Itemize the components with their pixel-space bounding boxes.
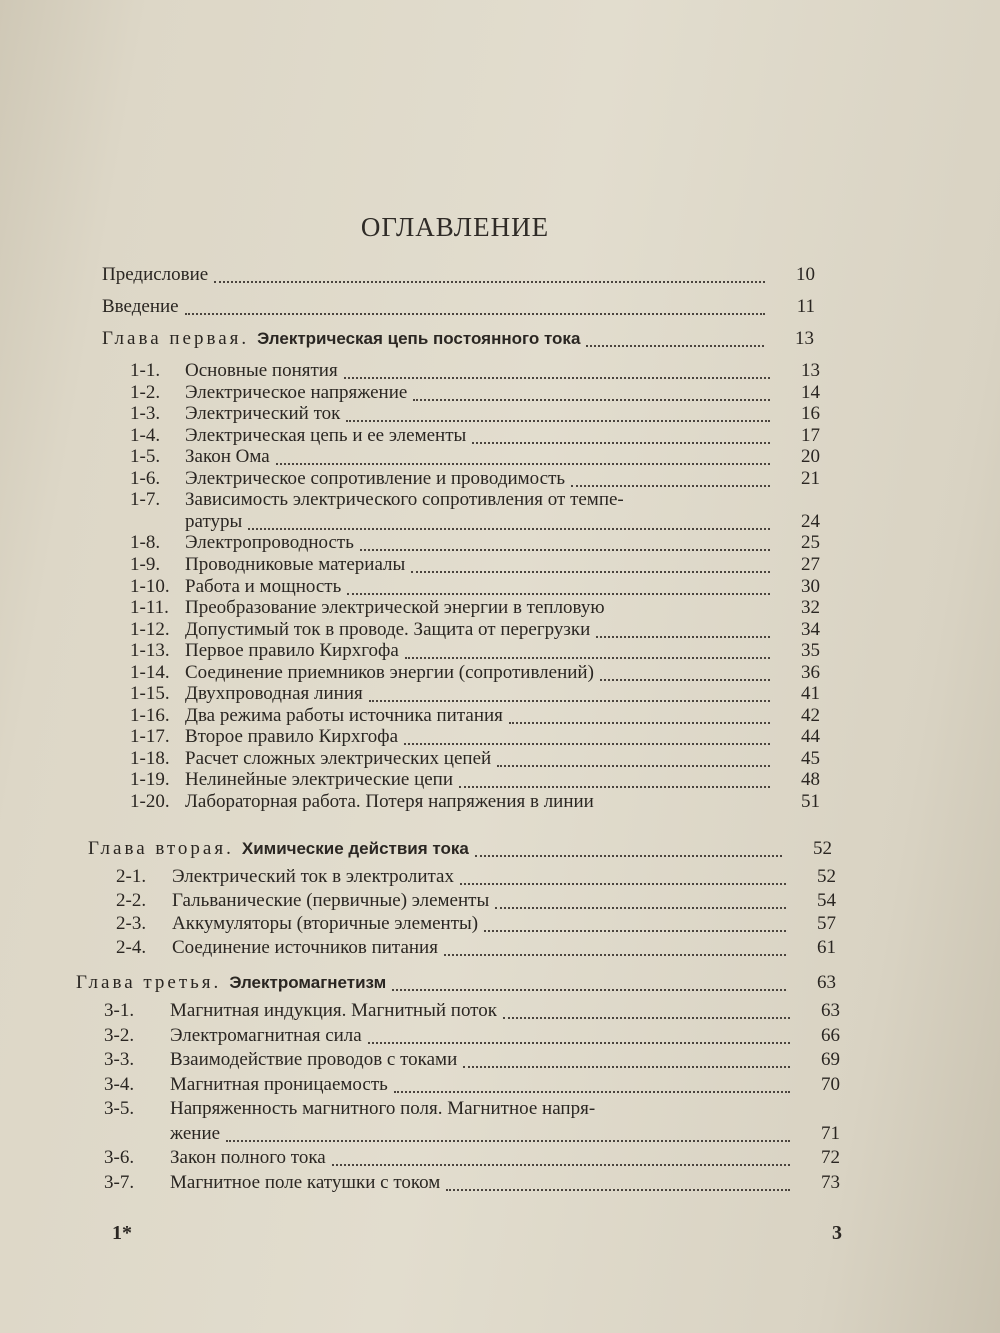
leader-dots bbox=[472, 436, 770, 444]
section-title: Расчет сложных электрических цепей bbox=[185, 747, 492, 769]
section-page: 41 bbox=[801, 683, 820, 705]
leader-dots bbox=[460, 877, 786, 885]
chapter-name: Химические действия тока bbox=[241, 839, 469, 858]
section-number: 1-1. bbox=[130, 360, 161, 381]
section-page: 25 bbox=[801, 532, 820, 554]
section-number: 1-19. bbox=[130, 769, 170, 791]
section-number: 1-9. bbox=[130, 553, 161, 575]
section-title: Магнитная индукция. Магнитный поток bbox=[170, 1000, 497, 1021]
leader-dots bbox=[503, 1011, 790, 1019]
section-number: 3-6. bbox=[104, 1147, 135, 1168]
leader-dots bbox=[368, 1036, 790, 1044]
toc-section-3-7 bbox=[104, 1172, 840, 1194]
leader-dots bbox=[392, 983, 786, 991]
section-number: 2-4. bbox=[116, 936, 147, 958]
section-page: 66 bbox=[821, 1024, 840, 1046]
section-page: 69 bbox=[821, 1049, 840, 1070]
section-number: 1-11. bbox=[130, 597, 169, 619]
leader-dots bbox=[495, 901, 786, 909]
section-title: Закон полного тока bbox=[170, 1147, 326, 1168]
section-page: 70 bbox=[821, 1073, 840, 1095]
section-number: 1-6. bbox=[130, 467, 161, 489]
toc-section-1-15 bbox=[130, 683, 820, 705]
toc-section-1-16 bbox=[130, 705, 820, 727]
leader-dots bbox=[332, 1158, 790, 1166]
section-title: Соединение приемников энергии (сопротивлений) bbox=[185, 661, 594, 683]
section-title: Соединение источников питания bbox=[172, 936, 438, 958]
leader-dots bbox=[497, 759, 770, 767]
toc-section-2-3 bbox=[116, 913, 836, 935]
leader-dots bbox=[360, 543, 770, 551]
leader-dots bbox=[404, 737, 770, 745]
entry-page: 10 bbox=[796, 264, 815, 285]
section-page: 24 bbox=[801, 510, 820, 532]
toc-section-1-12 bbox=[130, 619, 820, 641]
leader-dots bbox=[185, 307, 765, 315]
section-page: 44 bbox=[801, 726, 820, 748]
section-page: 16 bbox=[801, 403, 820, 425]
leader-dots bbox=[509, 716, 770, 724]
section-page: 71 bbox=[821, 1122, 840, 1144]
section-number: 3-3. bbox=[104, 1049, 135, 1070]
toc-section-1-17 bbox=[130, 726, 820, 748]
leader-dots bbox=[413, 393, 770, 401]
section-number: 3-7. bbox=[104, 1171, 135, 1193]
section-page: 14 bbox=[801, 381, 820, 403]
section-title: Двухпроводная линия bbox=[185, 683, 363, 705]
section-number: 1-10. bbox=[130, 575, 170, 597]
section-page: 35 bbox=[801, 640, 820, 662]
section-page: 73 bbox=[821, 1171, 840, 1193]
section-title: Первое правило Кирхгофа bbox=[185, 640, 399, 662]
section-number: 2-1. bbox=[116, 866, 147, 887]
section-number: 1-17. bbox=[130, 726, 170, 748]
section-page: 13 bbox=[801, 360, 820, 381]
chapter-page: 52 bbox=[813, 838, 832, 859]
section-title: Магнитная проницаемость bbox=[170, 1073, 388, 1095]
toc-section-1-5 bbox=[130, 446, 820, 468]
section-title: Гальванические (первичные) элементы bbox=[172, 889, 490, 911]
section-number: 1-2. bbox=[130, 381, 161, 403]
leader-dots bbox=[347, 587, 770, 595]
chapter-label: Глава вторая. bbox=[88, 838, 234, 859]
section-number: 3-4. bbox=[104, 1073, 135, 1095]
toc-section-1-9 bbox=[130, 554, 820, 576]
section-page: 21 bbox=[801, 467, 820, 489]
toc-entry-preface bbox=[102, 264, 815, 286]
section-page: 48 bbox=[801, 769, 820, 791]
section-number: 2-3. bbox=[116, 913, 147, 934]
toc-section-1-6 bbox=[130, 468, 820, 490]
toc-section-1-3 bbox=[130, 403, 820, 425]
chapter-label: Глава третья. bbox=[76, 972, 222, 993]
section-title: Взаимодействие проводов с токами bbox=[170, 1049, 458, 1070]
toc-section-3-2 bbox=[104, 1025, 840, 1047]
section-page: 32 bbox=[801, 597, 820, 619]
section-page: 17 bbox=[801, 424, 820, 446]
page-number: 3 bbox=[832, 1222, 842, 1244]
chapter-name: Электромагнетизм bbox=[229, 973, 387, 992]
toc-section-3-4 bbox=[104, 1074, 840, 1096]
leader-dots bbox=[394, 1085, 790, 1093]
toc-section-1-4 bbox=[130, 425, 820, 447]
section-title: Электрическое сопротивление и проводимость bbox=[185, 467, 566, 489]
section-page: 63 bbox=[821, 1000, 840, 1021]
leader-dots bbox=[459, 780, 770, 788]
section-title: Электрический ток bbox=[185, 403, 341, 425]
section-number: 1-4. bbox=[130, 424, 161, 446]
leader-dots bbox=[369, 694, 770, 702]
chapter-page: 63 bbox=[817, 972, 836, 993]
section-title: Зависимость электрического сопротивления от темпе- bbox=[185, 489, 624, 511]
page-title: ОГЛАВЛЕНИЕ bbox=[360, 212, 550, 242]
section-page: 51 bbox=[801, 791, 820, 812]
section-number: 1-20. bbox=[130, 791, 170, 812]
entry-page: 11 bbox=[796, 296, 815, 317]
leader-dots bbox=[344, 371, 770, 379]
toc-section-3-1 bbox=[104, 1000, 840, 1022]
section-title: Допустимый ток в проводе. Защита от перегрузки bbox=[185, 618, 591, 640]
section-number: 3-5. bbox=[104, 1098, 135, 1119]
entry-text: Введение bbox=[102, 296, 179, 317]
toc-section-1-10 bbox=[130, 576, 820, 598]
toc-section-1-14 bbox=[130, 662, 820, 684]
section-title: Проводниковые материалы bbox=[185, 553, 406, 575]
toc-section-2-2 bbox=[116, 890, 836, 912]
toc-section-1-2 bbox=[130, 382, 820, 404]
section-page: 30 bbox=[801, 575, 820, 597]
leader-dots bbox=[214, 275, 765, 283]
toc-section-1-13 bbox=[130, 640, 820, 662]
section-page: 54 bbox=[817, 889, 836, 911]
section-number: 2-2. bbox=[116, 889, 147, 911]
section-title: Электрическое напряжение bbox=[185, 381, 408, 403]
section-number: 3-2. bbox=[104, 1024, 135, 1046]
toc-chapter-1 bbox=[102, 328, 814, 350]
toc-section-1-20 bbox=[130, 791, 820, 813]
leader-dots bbox=[444, 948, 786, 956]
leader-dots bbox=[484, 924, 786, 932]
section-number: 1-16. bbox=[130, 704, 170, 726]
section-title: Преобразование электрической энергии в тепловую bbox=[185, 597, 605, 619]
section-title-continued: жение bbox=[170, 1122, 221, 1144]
section-page: 34 bbox=[801, 618, 820, 640]
toc-section-1-11 bbox=[130, 597, 820, 619]
section-page: 52 bbox=[817, 866, 836, 887]
leader-dots bbox=[346, 414, 770, 422]
section-number: 1-7. bbox=[130, 489, 161, 511]
section-page: 57 bbox=[817, 913, 836, 934]
section-number: 1-13. bbox=[130, 640, 170, 662]
leader-dots bbox=[276, 457, 770, 465]
toc-chapter-2 bbox=[88, 838, 832, 860]
section-page: 61 bbox=[817, 936, 836, 958]
section-title: Два режима работы источника питания bbox=[185, 704, 503, 726]
section-title: Основные понятия bbox=[185, 360, 338, 381]
section-title: Работа и мощность bbox=[185, 575, 342, 597]
toc-section-3-3 bbox=[104, 1049, 840, 1071]
toc-entry-intro bbox=[102, 296, 815, 318]
section-title: Напряженность магнитного поля. Магнитное напря- bbox=[170, 1098, 596, 1119]
toc-section-1-7 bbox=[130, 489, 820, 511]
leader-dots bbox=[586, 339, 764, 347]
leader-dots bbox=[596, 630, 770, 638]
section-title: Магнитное поле катушки с током bbox=[170, 1171, 441, 1193]
section-number: 1-8. bbox=[130, 532, 161, 554]
section-title: Электрическая цепь и ее элементы bbox=[185, 424, 467, 446]
section-number: 1-15. bbox=[130, 683, 170, 705]
toc-section-continuation bbox=[170, 1123, 840, 1145]
leader-dots bbox=[463, 1060, 790, 1068]
toc-section-1-8 bbox=[130, 532, 820, 554]
leader-dots bbox=[405, 651, 770, 659]
toc-section-3-6 bbox=[104, 1147, 840, 1169]
leader-dots bbox=[446, 1183, 790, 1191]
section-title: Нелинейные электрические цепи bbox=[185, 769, 454, 791]
leader-dots bbox=[475, 849, 782, 857]
leader-dots bbox=[226, 1134, 790, 1142]
section-title: Закон Ома bbox=[185, 446, 270, 468]
section-page: 42 bbox=[801, 704, 820, 726]
toc-section-3-5 bbox=[104, 1098, 840, 1120]
section-page: 72 bbox=[821, 1147, 840, 1168]
section-title: Аккумуляторы (вторичные элементы) bbox=[172, 913, 479, 934]
section-page: 45 bbox=[801, 747, 820, 769]
section-page: 20 bbox=[801, 446, 820, 468]
leader-dots bbox=[571, 479, 770, 487]
section-title: Электромагнитная сила bbox=[170, 1024, 362, 1046]
section-title: Лабораторная работа. Потеря напряжения в линии bbox=[185, 791, 594, 812]
section-number: 1-18. bbox=[130, 747, 170, 769]
section-title-continued: ратуры bbox=[185, 510, 243, 532]
section-title: Электропроводность bbox=[185, 532, 354, 554]
section-title: Электрический ток в электролитах bbox=[172, 866, 454, 887]
section-number: 1-5. bbox=[130, 446, 161, 468]
section-page: 36 bbox=[801, 661, 820, 683]
toc-section-2-4 bbox=[116, 937, 836, 959]
chapter-name: Электрическая цепь постоянного тока bbox=[257, 329, 581, 348]
entry-text: Предисловие bbox=[102, 264, 209, 285]
toc-section-1-1 bbox=[130, 360, 820, 382]
section-page: 27 bbox=[801, 553, 820, 575]
toc-chapter-3 bbox=[76, 972, 836, 994]
toc-section-1-18 bbox=[130, 748, 820, 770]
toc-section-2-1 bbox=[116, 866, 836, 888]
section-title: Второе правило Кирхгофа bbox=[185, 726, 399, 748]
signature-mark: 1* bbox=[112, 1222, 132, 1244]
leader-dots bbox=[600, 673, 770, 681]
toc-section-1-19 bbox=[130, 769, 820, 791]
leader-dots bbox=[411, 565, 770, 573]
toc-section-continuation bbox=[185, 511, 820, 533]
chapter-page: 13 bbox=[795, 328, 814, 349]
leader-dots bbox=[248, 522, 770, 530]
section-number: 1-12. bbox=[130, 618, 170, 640]
section-number: 1-3. bbox=[130, 403, 161, 425]
section-number: 3-1. bbox=[104, 1000, 135, 1021]
chapter-label: Глава первая. bbox=[102, 328, 250, 349]
section-number: 1-14. bbox=[130, 661, 170, 683]
